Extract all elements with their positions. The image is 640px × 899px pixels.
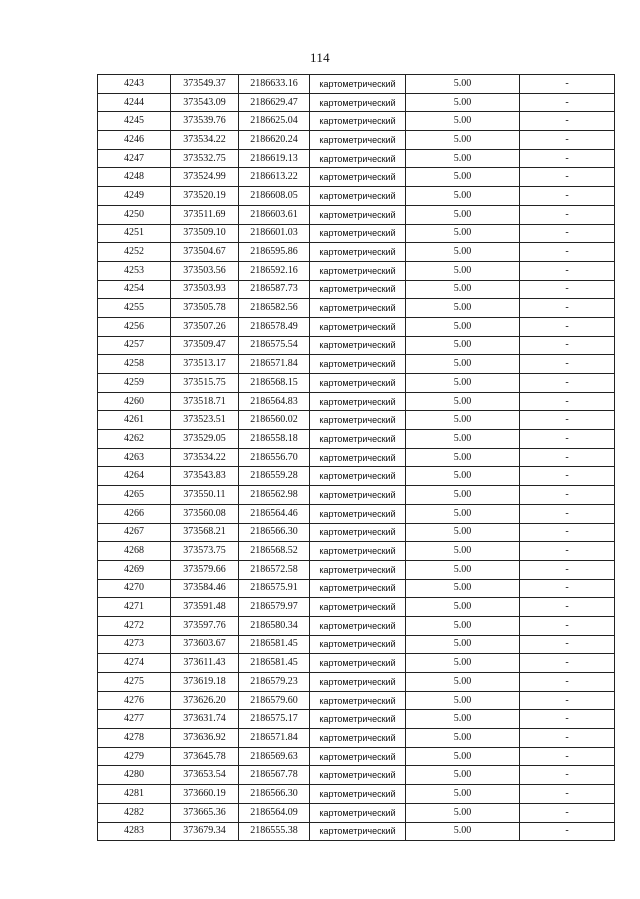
note-cell: - [520, 598, 615, 617]
y-coordinate-cell: 2186568.15 [239, 374, 310, 393]
table-row [98, 467, 615, 486]
point-number-cell: 4273 [98, 635, 171, 654]
method-cell: картометрический [310, 131, 406, 150]
accuracy-cell: 5.00 [406, 149, 520, 168]
table-row [98, 785, 615, 804]
table-row [98, 803, 615, 822]
x-coordinate-cell: 373550.11 [171, 486, 239, 505]
accuracy-cell: 5.00 [406, 822, 520, 841]
point-number-cell: 4259 [98, 374, 171, 393]
note-cell: - [520, 299, 615, 318]
y-coordinate-cell: 2186579.60 [239, 691, 310, 710]
note-cell: - [520, 187, 615, 206]
method-cell: картометрический [310, 448, 406, 467]
x-coordinate-cell: 373603.67 [171, 635, 239, 654]
table-row [98, 149, 615, 168]
x-coordinate-cell: 373513.17 [171, 355, 239, 374]
y-coordinate-cell: 2186620.24 [239, 131, 310, 150]
y-coordinate-cell: 2186566.30 [239, 785, 310, 804]
method-cell: картометрический [310, 336, 406, 355]
x-coordinate-cell: 373504.67 [171, 243, 239, 262]
accuracy-cell: 5.00 [406, 710, 520, 729]
y-coordinate-cell: 2186633.16 [239, 75, 310, 94]
accuracy-cell: 5.00 [406, 766, 520, 785]
note-cell: - [520, 205, 615, 224]
y-coordinate-cell: 2186562.98 [239, 486, 310, 505]
page-number: 114 [310, 50, 330, 65]
table-row [98, 112, 615, 131]
accuracy-cell: 5.00 [406, 187, 520, 206]
x-coordinate-cell: 373532.75 [171, 149, 239, 168]
table-row [98, 448, 615, 467]
method-cell: картометрический [310, 168, 406, 187]
method-cell: картометрический [310, 560, 406, 579]
table-row [98, 261, 615, 280]
table-row [98, 560, 615, 579]
table-row [98, 691, 615, 710]
table-row [98, 168, 615, 187]
point-number-cell: 4266 [98, 504, 171, 523]
y-coordinate-cell: 2186587.73 [239, 280, 310, 299]
accuracy-cell: 5.00 [406, 635, 520, 654]
x-coordinate-cell: 373568.21 [171, 523, 239, 542]
note-cell: - [520, 486, 615, 505]
y-coordinate-cell: 2186560.02 [239, 411, 310, 430]
point-number-cell: 4251 [98, 224, 171, 243]
note-cell: - [520, 747, 615, 766]
x-coordinate-cell: 373653.54 [171, 766, 239, 785]
method-cell: картометрический [310, 691, 406, 710]
y-coordinate-cell: 2186619.13 [239, 149, 310, 168]
table-row [98, 542, 615, 561]
point-number-cell: 4253 [98, 261, 171, 280]
accuracy-cell: 5.00 [406, 523, 520, 542]
table-row [98, 317, 615, 336]
accuracy-cell: 5.00 [406, 317, 520, 336]
point-number-cell: 4254 [98, 280, 171, 299]
method-cell: картометрический [310, 542, 406, 561]
method-cell: картометрический [310, 355, 406, 374]
y-coordinate-cell: 2186579.23 [239, 673, 310, 692]
method-cell: картометрический [310, 747, 406, 766]
y-coordinate-cell: 2186567.78 [239, 766, 310, 785]
table-row [98, 504, 615, 523]
y-coordinate-cell: 2186582.56 [239, 299, 310, 318]
x-coordinate-cell: 373549.37 [171, 75, 239, 94]
accuracy-cell: 5.00 [406, 93, 520, 112]
table-row [98, 616, 615, 635]
x-coordinate-cell: 373660.19 [171, 785, 239, 804]
point-number-cell: 4249 [98, 187, 171, 206]
note-cell: - [520, 280, 615, 299]
accuracy-cell: 5.00 [406, 448, 520, 467]
accuracy-cell: 5.00 [406, 430, 520, 449]
table-row [98, 336, 615, 355]
y-coordinate-cell: 2186566.30 [239, 523, 310, 542]
note-cell: - [520, 75, 615, 94]
table-row [98, 822, 615, 841]
y-coordinate-cell: 2186564.09 [239, 803, 310, 822]
table-row [98, 654, 615, 673]
method-cell: картометрический [310, 467, 406, 486]
method-cell: картометрический [310, 280, 406, 299]
table-row [98, 710, 615, 729]
y-coordinate-cell: 2186572.58 [239, 560, 310, 579]
point-number-cell: 4276 [98, 691, 171, 710]
point-number-cell: 4257 [98, 336, 171, 355]
note-cell: - [520, 504, 615, 523]
y-coordinate-cell: 2186575.91 [239, 579, 310, 598]
y-coordinate-cell: 2186601.03 [239, 224, 310, 243]
x-coordinate-cell: 373631.74 [171, 710, 239, 729]
accuracy-cell: 5.00 [406, 579, 520, 598]
point-number-cell: 4274 [98, 654, 171, 673]
x-coordinate-cell: 373543.09 [171, 93, 239, 112]
accuracy-cell: 5.00 [406, 747, 520, 766]
method-cell: картометрический [310, 112, 406, 131]
point-number-cell: 4247 [98, 149, 171, 168]
y-coordinate-cell: 2186581.45 [239, 654, 310, 673]
y-coordinate-cell: 2186564.83 [239, 392, 310, 411]
method-cell: картометрический [310, 430, 406, 449]
point-number-cell: 4282 [98, 803, 171, 822]
y-coordinate-cell: 2186581.45 [239, 635, 310, 654]
x-coordinate-cell: 373503.93 [171, 280, 239, 299]
accuracy-cell: 5.00 [406, 168, 520, 187]
note-cell: - [520, 542, 615, 561]
note-cell: - [520, 374, 615, 393]
note-cell: - [520, 785, 615, 804]
table-row [98, 411, 615, 430]
note-cell: - [520, 355, 615, 374]
method-cell: картометрический [310, 616, 406, 635]
coordinates-table-body [98, 75, 615, 841]
method-cell: картометрический [310, 93, 406, 112]
note-cell: - [520, 93, 615, 112]
x-coordinate-cell: 373518.71 [171, 392, 239, 411]
x-coordinate-cell: 373511.69 [171, 205, 239, 224]
table-row [98, 766, 615, 785]
table-row [98, 75, 615, 94]
accuracy-cell: 5.00 [406, 280, 520, 299]
note-cell: - [520, 448, 615, 467]
y-coordinate-cell: 2186556.70 [239, 448, 310, 467]
accuracy-cell: 5.00 [406, 299, 520, 318]
y-coordinate-cell: 2186629.47 [239, 93, 310, 112]
note-cell: - [520, 691, 615, 710]
note-cell: - [520, 430, 615, 449]
note-cell: - [520, 149, 615, 168]
note-cell: - [520, 243, 615, 262]
accuracy-cell: 5.00 [406, 374, 520, 393]
point-number-cell: 4256 [98, 317, 171, 336]
point-number-cell: 4261 [98, 411, 171, 430]
x-coordinate-cell: 373534.22 [171, 448, 239, 467]
x-coordinate-cell: 373523.51 [171, 411, 239, 430]
accuracy-cell: 5.00 [406, 691, 520, 710]
x-coordinate-cell: 373597.76 [171, 616, 239, 635]
method-cell: картометрический [310, 75, 406, 94]
point-number-cell: 4270 [98, 579, 171, 598]
method-cell: картометрический [310, 635, 406, 654]
note-cell: - [520, 822, 615, 841]
y-coordinate-cell: 2186559.28 [239, 467, 310, 486]
accuracy-cell: 5.00 [406, 654, 520, 673]
point-number-cell: 4244 [98, 93, 171, 112]
method-cell: картометрический [310, 729, 406, 748]
point-number-cell: 4265 [98, 486, 171, 505]
accuracy-cell: 5.00 [406, 598, 520, 617]
accuracy-cell: 5.00 [406, 486, 520, 505]
note-cell: - [520, 467, 615, 486]
x-coordinate-cell: 373509.10 [171, 224, 239, 243]
table-row [98, 374, 615, 393]
point-number-cell: 4255 [98, 299, 171, 318]
x-coordinate-cell: 373619.18 [171, 673, 239, 692]
accuracy-cell: 5.00 [406, 75, 520, 94]
x-coordinate-cell: 373573.75 [171, 542, 239, 561]
accuracy-cell: 5.00 [406, 673, 520, 692]
method-cell: картометрический [310, 710, 406, 729]
x-coordinate-cell: 373584.46 [171, 579, 239, 598]
y-coordinate-cell: 2186569.63 [239, 747, 310, 766]
accuracy-cell: 5.00 [406, 112, 520, 131]
x-coordinate-cell: 373679.34 [171, 822, 239, 841]
method-cell: картометрический [310, 486, 406, 505]
point-number-cell: 4272 [98, 616, 171, 635]
x-coordinate-cell: 373591.48 [171, 598, 239, 617]
method-cell: картометрический [310, 205, 406, 224]
point-number-cell: 4275 [98, 673, 171, 692]
note-cell: - [520, 616, 615, 635]
x-coordinate-cell: 373524.99 [171, 168, 239, 187]
table-row [98, 299, 615, 318]
accuracy-cell: 5.00 [406, 467, 520, 486]
method-cell: картометрический [310, 785, 406, 804]
x-coordinate-cell: 373520.19 [171, 187, 239, 206]
accuracy-cell: 5.00 [406, 616, 520, 635]
point-number-cell: 4245 [98, 112, 171, 131]
method-cell: картометрический [310, 243, 406, 262]
point-number-cell: 4277 [98, 710, 171, 729]
method-cell: картометрический [310, 504, 406, 523]
x-coordinate-cell: 373626.20 [171, 691, 239, 710]
x-coordinate-cell: 373611.43 [171, 654, 239, 673]
method-cell: картометрический [310, 766, 406, 785]
point-number-cell: 4264 [98, 467, 171, 486]
note-cell: - [520, 766, 615, 785]
point-number-cell: 4252 [98, 243, 171, 262]
y-coordinate-cell: 2186595.86 [239, 243, 310, 262]
method-cell: картометрический [310, 673, 406, 692]
method-cell: картометрический [310, 261, 406, 280]
method-cell: картометрический [310, 224, 406, 243]
accuracy-cell: 5.00 [406, 560, 520, 579]
table-row [98, 131, 615, 150]
x-coordinate-cell: 373665.36 [171, 803, 239, 822]
table-row [98, 729, 615, 748]
x-coordinate-cell: 373509.47 [171, 336, 239, 355]
method-cell: картометрический [310, 803, 406, 822]
point-number-cell: 4267 [98, 523, 171, 542]
note-cell: - [520, 579, 615, 598]
x-coordinate-cell: 373515.75 [171, 374, 239, 393]
table-row [98, 523, 615, 542]
note-cell: - [520, 411, 615, 430]
accuracy-cell: 5.00 [406, 243, 520, 262]
note-cell: - [520, 224, 615, 243]
x-coordinate-cell: 373579.66 [171, 560, 239, 579]
accuracy-cell: 5.00 [406, 504, 520, 523]
point-number-cell: 4262 [98, 430, 171, 449]
y-coordinate-cell: 2186575.54 [239, 336, 310, 355]
note-cell: - [520, 392, 615, 411]
table-row [98, 579, 615, 598]
point-number-cell: 4283 [98, 822, 171, 841]
table-row [98, 747, 615, 766]
y-coordinate-cell: 2186580.34 [239, 616, 310, 635]
table-row [98, 224, 615, 243]
point-number-cell: 4263 [98, 448, 171, 467]
method-cell: картометрический [310, 299, 406, 318]
table-row [98, 187, 615, 206]
point-number-cell: 4271 [98, 598, 171, 617]
note-cell: - [520, 131, 615, 150]
accuracy-cell: 5.00 [406, 224, 520, 243]
y-coordinate-cell: 2186555.38 [239, 822, 310, 841]
method-cell: картометрический [310, 187, 406, 206]
table-row [98, 243, 615, 262]
table-row [98, 93, 615, 112]
method-cell: картометрический [310, 149, 406, 168]
accuracy-cell: 5.00 [406, 411, 520, 430]
method-cell: картометрический [310, 523, 406, 542]
table-row [98, 598, 615, 617]
y-coordinate-cell: 2186575.17 [239, 710, 310, 729]
point-number-cell: 4268 [98, 542, 171, 561]
accuracy-cell: 5.00 [406, 336, 520, 355]
point-number-cell: 4243 [98, 75, 171, 94]
x-coordinate-cell: 373505.78 [171, 299, 239, 318]
table-row [98, 635, 615, 654]
point-number-cell: 4260 [98, 392, 171, 411]
method-cell: картометрический [310, 822, 406, 841]
table-row [98, 673, 615, 692]
note-cell: - [520, 803, 615, 822]
accuracy-cell: 5.00 [406, 803, 520, 822]
y-coordinate-cell: 2186579.97 [239, 598, 310, 617]
x-coordinate-cell: 373560.08 [171, 504, 239, 523]
table-row [98, 392, 615, 411]
table-row [98, 280, 615, 299]
accuracy-cell: 5.00 [406, 205, 520, 224]
y-coordinate-cell: 2186608.05 [239, 187, 310, 206]
point-number-cell: 4278 [98, 729, 171, 748]
table-row [98, 486, 615, 505]
x-coordinate-cell: 373529.05 [171, 430, 239, 449]
y-coordinate-cell: 2186564.46 [239, 504, 310, 523]
note-cell: - [520, 560, 615, 579]
accuracy-cell: 5.00 [406, 392, 520, 411]
x-coordinate-cell: 373543.83 [171, 467, 239, 486]
accuracy-cell: 5.00 [406, 542, 520, 561]
point-number-cell: 4258 [98, 355, 171, 374]
table-row [98, 430, 615, 449]
x-coordinate-cell: 373507.26 [171, 317, 239, 336]
accuracy-cell: 5.00 [406, 131, 520, 150]
y-coordinate-cell: 2186571.84 [239, 355, 310, 374]
x-coordinate-cell: 373645.78 [171, 747, 239, 766]
table-row [98, 355, 615, 374]
note-cell: - [520, 673, 615, 692]
point-number-cell: 4248 [98, 168, 171, 187]
point-number-cell: 4250 [98, 205, 171, 224]
accuracy-cell: 5.00 [406, 785, 520, 804]
note-cell: - [520, 523, 615, 542]
accuracy-cell: 5.00 [406, 729, 520, 748]
y-coordinate-cell: 2186603.61 [239, 205, 310, 224]
point-number-cell: 4280 [98, 766, 171, 785]
x-coordinate-cell: 373503.56 [171, 261, 239, 280]
point-number-cell: 4269 [98, 560, 171, 579]
note-cell: - [520, 710, 615, 729]
note-cell: - [520, 317, 615, 336]
x-coordinate-cell: 373534.22 [171, 131, 239, 150]
method-cell: картометрический [310, 392, 406, 411]
method-cell: картометрический [310, 411, 406, 430]
y-coordinate-cell: 2186568.52 [239, 542, 310, 561]
method-cell: картометрический [310, 654, 406, 673]
method-cell: картометрический [310, 317, 406, 336]
note-cell: - [520, 729, 615, 748]
note-cell: - [520, 112, 615, 131]
y-coordinate-cell: 2186571.84 [239, 729, 310, 748]
y-coordinate-cell: 2186578.49 [239, 317, 310, 336]
note-cell: - [520, 336, 615, 355]
y-coordinate-cell: 2186613.22 [239, 168, 310, 187]
point-number-cell: 4281 [98, 785, 171, 804]
method-cell: картометрический [310, 598, 406, 617]
y-coordinate-cell: 2186558.18 [239, 430, 310, 449]
note-cell: - [520, 635, 615, 654]
x-coordinate-cell: 373636.92 [171, 729, 239, 748]
y-coordinate-cell: 2186625.04 [239, 112, 310, 131]
accuracy-cell: 5.00 [406, 261, 520, 280]
point-number-cell: 4246 [98, 131, 171, 150]
x-coordinate-cell: 373539.76 [171, 112, 239, 131]
y-coordinate-cell: 2186592.16 [239, 261, 310, 280]
method-cell: картометрический [310, 579, 406, 598]
accuracy-cell: 5.00 [406, 355, 520, 374]
coordinates-table [97, 74, 615, 841]
method-cell: картометрический [310, 374, 406, 393]
point-number-cell: 4279 [98, 747, 171, 766]
note-cell: - [520, 168, 615, 187]
note-cell: - [520, 654, 615, 673]
table-row [98, 205, 615, 224]
note-cell: - [520, 261, 615, 280]
